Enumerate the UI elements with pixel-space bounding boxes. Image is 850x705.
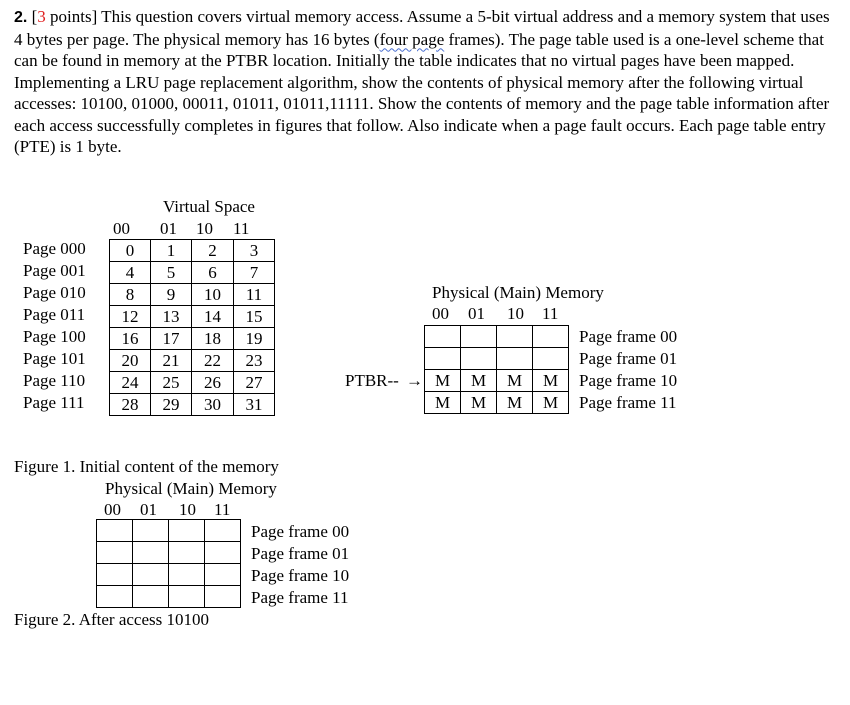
pm-frame-label: Page frame 01 bbox=[579, 349, 678, 368]
pm-frame-label: Page frame 11 bbox=[579, 393, 677, 412]
pm-col-header: 11 bbox=[542, 304, 559, 323]
vs-row-page-010 bbox=[110, 284, 275, 306]
fig2-physical-memory-table bbox=[96, 519, 241, 608]
pm-cell bbox=[497, 348, 533, 370]
fig2-cell bbox=[133, 586, 169, 608]
vs-cell: 19 bbox=[234, 328, 275, 350]
fig2-row-frame-10 bbox=[97, 564, 241, 586]
fig2-cell bbox=[205, 586, 241, 608]
question-underlined-phrase: four page bbox=[379, 29, 445, 49]
physical-memory-table bbox=[424, 325, 569, 414]
vs-col-header: 01 bbox=[160, 219, 177, 238]
virtual-space-table bbox=[109, 239, 275, 416]
vs-cell: 29 bbox=[151, 394, 192, 416]
fig2-cell bbox=[133, 564, 169, 586]
vs-cell: 21 bbox=[151, 350, 192, 372]
question-points: 3 bbox=[37, 7, 46, 26]
vs-cell: 4 bbox=[110, 262, 151, 284]
vs-cell: 1 bbox=[151, 240, 192, 262]
vs-cell: 6 bbox=[192, 262, 234, 284]
vs-page-label: Page 101 bbox=[23, 349, 86, 368]
fig2-frame-label: Page frame 00 bbox=[251, 522, 350, 541]
fig2-col-header: 00 bbox=[104, 500, 121, 519]
vs-cell: 23 bbox=[234, 350, 275, 372]
vs-cell: 3 bbox=[234, 240, 275, 262]
vs-cell: 0 bbox=[110, 240, 151, 262]
vs-row-page-101 bbox=[110, 350, 275, 372]
pm-cell bbox=[461, 326, 497, 348]
question-bracket: [ bbox=[27, 7, 38, 26]
fig2-cell bbox=[97, 542, 133, 564]
vs-cell: 8 bbox=[110, 284, 151, 306]
pm-cell: M bbox=[461, 370, 497, 392]
vs-row-page-000 bbox=[110, 240, 275, 262]
pm-col-header: 00 bbox=[432, 304, 449, 323]
fig2-frame-label: Page frame 11 bbox=[251, 588, 349, 607]
fig2-cell bbox=[205, 520, 241, 542]
vs-cell: 16 bbox=[110, 328, 151, 350]
vs-cell: 18 bbox=[192, 328, 234, 350]
virtual-space-col-headers bbox=[108, 219, 278, 239]
question-text bbox=[14, 6, 836, 158]
vs-row-page-001 bbox=[110, 262, 275, 284]
vs-cell: 9 bbox=[151, 284, 192, 306]
vs-row-page-100 bbox=[110, 328, 275, 350]
vs-cell: 2 bbox=[192, 240, 234, 262]
fig2-cell bbox=[133, 520, 169, 542]
vs-cell: 13 bbox=[151, 306, 192, 328]
vs-row-page-011 bbox=[110, 306, 275, 328]
vs-row-page-110 bbox=[110, 372, 275, 394]
pm-frame-label: Page frame 10 bbox=[579, 371, 678, 390]
pm-cell: M bbox=[497, 392, 533, 414]
fig2-cell bbox=[169, 520, 205, 542]
vs-cell: 31 bbox=[234, 394, 275, 416]
vs-col-header: 00 bbox=[113, 219, 130, 238]
pm-col-header: 10 bbox=[507, 304, 524, 323]
pm-cell bbox=[497, 326, 533, 348]
vs-page-label: Page 000 bbox=[23, 239, 86, 258]
vs-cell: 7 bbox=[234, 262, 275, 284]
vs-page-label: Page 110 bbox=[23, 371, 86, 390]
fig2-row-frame-01 bbox=[97, 542, 241, 564]
fig2-row-frame-00 bbox=[97, 520, 241, 542]
fig2-col-header: 10 bbox=[179, 500, 196, 519]
fig2-cell bbox=[169, 586, 205, 608]
vs-cell: 10 bbox=[192, 284, 234, 306]
fig2-cell bbox=[97, 564, 133, 586]
question-body-2: frames). The page table used is a one-level scheme that can be found in memory at the PTBR location. Initially the table indicates that no virtual pages have been mapped. Implementing a LRU page replacement algorithm, show the contents of physical memory after the following virtual accesses: 10100, 01000, 00011, 01011, 01011,11111. Show the contents of memory and the page table information after each access successfully completes in figures that follow. Also indicate when a page fault occurs. Each page table entry (PTE) is 1 byte. bbox=[14, 29, 830, 156]
vs-cell: 25 bbox=[151, 372, 192, 394]
physical-memory-col-headers bbox=[424, 304, 574, 324]
fig2-col-header: 11 bbox=[214, 500, 231, 519]
figure-2-caption: Figure 2. After access 10100 bbox=[14, 610, 209, 629]
virtual-space-title: Virtual Space bbox=[163, 197, 255, 216]
vs-cell: 26 bbox=[192, 372, 234, 394]
fig2-physical-memory-title: Physical (Main) Memory bbox=[105, 479, 277, 498]
fig2-cell bbox=[169, 542, 205, 564]
fig2-cell bbox=[97, 520, 133, 542]
figure-1-caption: Figure 1. Initial content of the memory bbox=[14, 457, 279, 476]
fig2-cell bbox=[205, 564, 241, 586]
fig2-cell bbox=[133, 542, 169, 564]
question-number: 2. bbox=[14, 9, 28, 26]
vs-cell: 5 bbox=[151, 262, 192, 284]
vs-cell: 14 bbox=[192, 306, 234, 328]
vs-cell: 24 bbox=[110, 372, 151, 394]
fig2-frame-label: Page frame 01 bbox=[251, 544, 350, 563]
vs-cell: 11 bbox=[234, 284, 275, 306]
fig2-col-headers bbox=[96, 500, 246, 520]
vs-page-label: Page 100 bbox=[23, 327, 86, 346]
vs-page-label: Page 011 bbox=[23, 305, 86, 324]
pm-row-frame-10 bbox=[425, 370, 569, 392]
pm-cell: M bbox=[533, 392, 569, 414]
pm-cell bbox=[425, 348, 461, 370]
vs-col-header: 11 bbox=[233, 219, 250, 238]
pm-cell bbox=[425, 326, 461, 348]
fig2-cell bbox=[169, 564, 205, 586]
pm-row-frame-00 bbox=[425, 326, 569, 348]
pm-cell bbox=[461, 348, 497, 370]
vs-cell: 22 bbox=[192, 350, 234, 372]
vs-cell: 30 bbox=[192, 394, 234, 416]
pm-cell: M bbox=[497, 370, 533, 392]
pm-cell bbox=[533, 326, 569, 348]
vs-cell: 15 bbox=[234, 306, 275, 328]
vs-cell: 12 bbox=[110, 306, 151, 328]
fig2-cell bbox=[205, 542, 241, 564]
ptbr-label: PTBR-- bbox=[345, 371, 399, 390]
vs-page-label: Page 111 bbox=[23, 393, 85, 412]
fig2-col-header: 01 bbox=[140, 500, 157, 519]
vs-page-label: Page 010 bbox=[23, 283, 86, 302]
vs-row-page-111 bbox=[110, 394, 275, 416]
vs-cell: 20 bbox=[110, 350, 151, 372]
vs-cell: 28 bbox=[110, 394, 151, 416]
pm-row-frame-01 bbox=[425, 348, 569, 370]
pm-frame-label: Page frame 00 bbox=[579, 327, 678, 346]
pm-cell: M bbox=[425, 392, 461, 414]
pm-cell: M bbox=[461, 392, 497, 414]
fig2-row-frame-11 bbox=[97, 586, 241, 608]
fig2-cell bbox=[97, 586, 133, 608]
physical-memory-title: Physical (Main) Memory bbox=[432, 283, 604, 302]
vs-cell: 27 bbox=[234, 372, 275, 394]
pm-cell bbox=[533, 348, 569, 370]
vs-cell: 17 bbox=[151, 328, 192, 350]
fig2-frame-label: Page frame 10 bbox=[251, 566, 350, 585]
ptbr-arrow-icon: → bbox=[406, 371, 423, 390]
pm-cell: M bbox=[425, 370, 461, 392]
pm-col-header: 01 bbox=[468, 304, 485, 323]
pm-cell: M bbox=[533, 370, 569, 392]
pm-row-frame-11 bbox=[425, 392, 569, 414]
vs-page-label: Page 001 bbox=[23, 261, 86, 280]
vs-col-header: 10 bbox=[196, 219, 213, 238]
question-body-1: points] This question covers virtual memory access. Assume a 5-bit virtual address and a memory system that uses 4 bytes per page. The physical memory has 16 bytes ( bbox=[14, 7, 830, 49]
